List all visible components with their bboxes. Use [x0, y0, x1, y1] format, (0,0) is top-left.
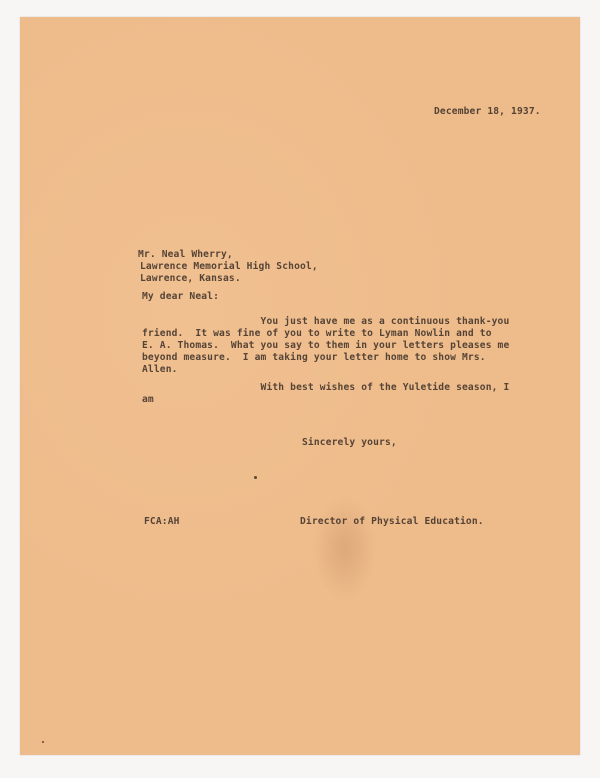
reference-initials: FCA:AH: [144, 516, 180, 527]
body-line: beyond measure. I am taking your letter home to show Mrs.: [142, 352, 486, 363]
recipient-line: Mr. Neal Wherry,: [138, 249, 233, 260]
paper-speck: [42, 741, 44, 743]
paper-speck: [254, 476, 257, 479]
body-line: Allen.: [142, 364, 178, 375]
body-line: With best wishes of the Yuletide season, I: [142, 382, 510, 393]
signer-title: Director of Physical Education.: [300, 516, 484, 527]
recipient-address: [138, 249, 318, 285]
letter-date: December 18, 1937.: [434, 106, 541, 117]
body-line: You just have me as a continuous thank-you: [142, 316, 510, 327]
complimentary-close: Sincerely yours,: [302, 437, 397, 448]
body-paragraph: [142, 316, 509, 376]
recipient-line: Lawrence Memorial High School,: [140, 261, 318, 272]
recipient-line: Lawrence, Kansas.: [140, 273, 241, 284]
letter-page: [20, 17, 580, 755]
salutation: My dear Neal:: [142, 291, 220, 302]
body-line: friend. It was fine of you to write to Lyman Nowlin and to: [142, 328, 492, 339]
body-line: am: [142, 394, 154, 405]
closing-paragraph: [142, 382, 509, 406]
body-line: E. A. Thomas. What you say to them in your letters pleases me: [142, 340, 510, 351]
